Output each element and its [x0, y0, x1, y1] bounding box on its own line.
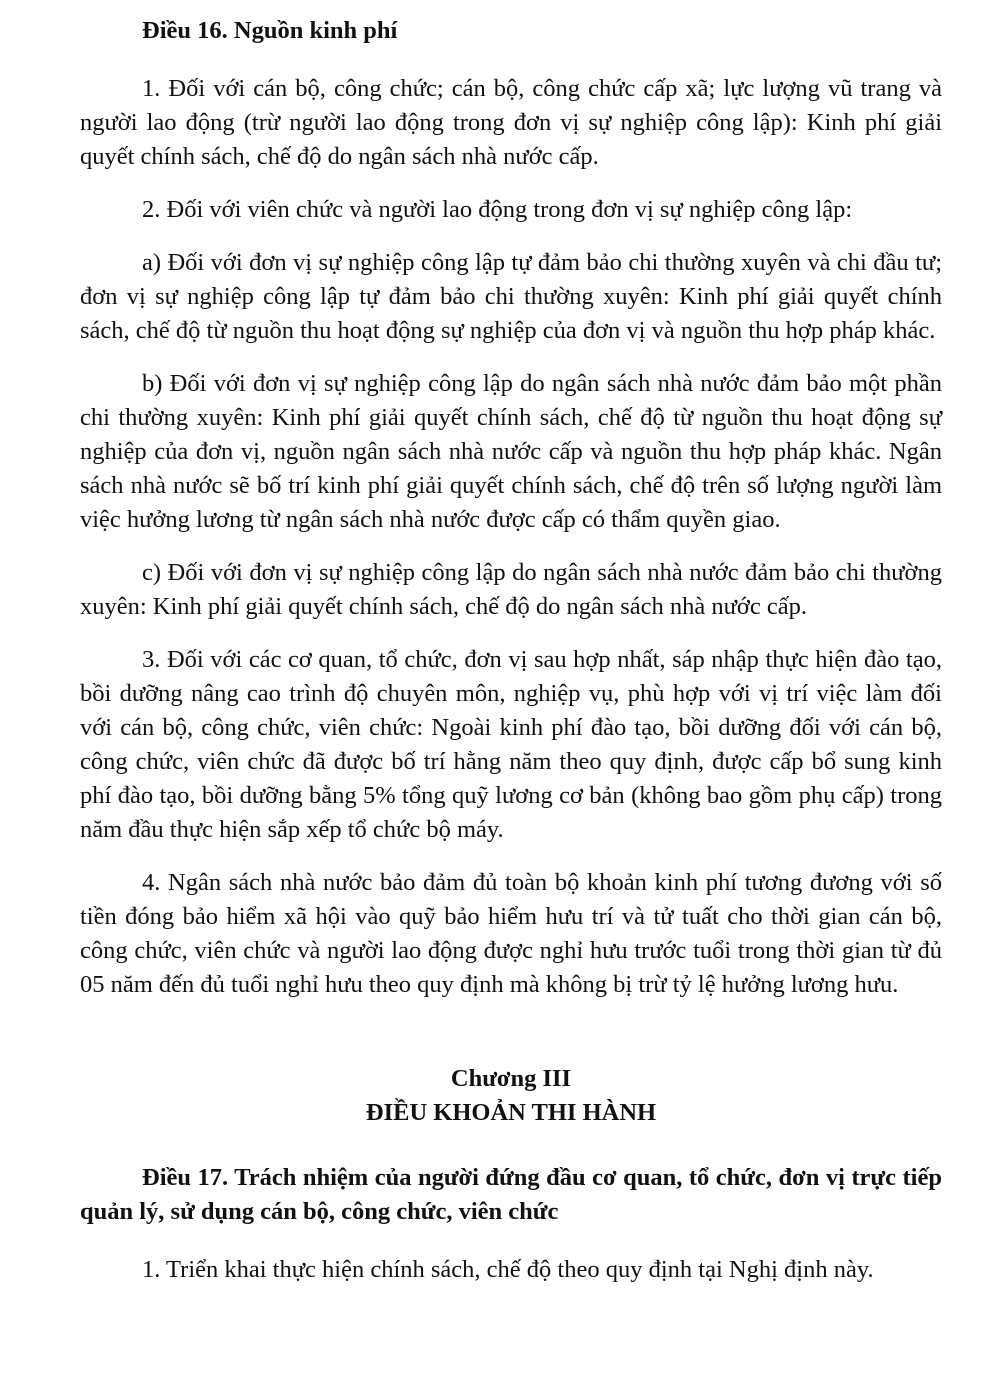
article-16-clause-2c: c) Đối với đơn vị sự nghiệp công lập do ngân sách nhà nước đảm bảo chi thường xuyên: Kinh phí giải quyết chính sách, chế độ do ngân sách nhà nước cấp. [80, 559, 942, 620]
article-16-clause-2: 2. Đối với viên chức và người lao động trong đơn vị sự nghiệp công lập: [142, 196, 853, 223]
article-16-clause-3: 3. Đối với các cơ quan, tổ chức, đơn vị sau hợp nhất, sáp nhập thực hiện đào tạo, bồi dưỡng nâng cao trình độ chuyên môn, nghiệp vụ, phù hợp với vị trí việc làm đối với cán bộ, công chức, viên chức: Ngoài kinh phí đào tạo, bồi dưỡng đối với cán bộ, công chức, viên chức đã được bố trí hằng năm theo quy định, được cấp bổ sung kinh phí đào tạo, bồi dưỡng bằng 5% tổng quỹ lương cơ bản (không bao gồm phụ cấp) trong năm đầu thực hiện sắp xếp tổ chức bộ máy. [80, 646, 942, 843]
article-16-clause-2a: a) Đối với đơn vị sự nghiệp công lập tự đảm bảo chi thường xuyên và chi đầu tư; đơn vị sự nghiệp công lập tự đảm bảo chi thường xuyên: Kinh phí giải quyết chính sách, chế độ từ nguồn thu hoạt động sự nghiệp của đơn vị và nguồn thu hợp pháp khác. [80, 249, 942, 344]
article-16-clause-2b: b) Đối với đơn vị sự nghiệp công lập do ngân sách nhà nước đảm bảo một phần chi thường xuyên: Kinh phí giải quyết chính sách, chế độ từ nguồn thu hoạt động sự nghiệp của đơn vị, nguồn ngân sách nhà nước cấp và nguồn thu hợp pháp khác. Ngân sách nhà nước sẽ bố trí kinh phí giải quyết chính sách, chế độ trên số lượng người làm việc hưởng lương từ ngân sách nhà nước được cấp có thẩm quyền giao. [80, 370, 942, 533]
chapter-title: ĐIỀU KHOẢN THI HÀNH [365, 1099, 657, 1126]
chapter-label: Chương III [450, 1065, 572, 1092]
article-17-heading: Điều 17. Trách nhiệm của người đứng đầu cơ quan, tổ chức, đơn vị trực tiếp quản lý, sử dụng cán bộ, công chức, viên chức [80, 1164, 942, 1225]
article-16-heading: Điều 16. Nguồn kinh phí [142, 17, 398, 44]
article-16-clause-4: 4. Ngân sách nhà nước bảo đảm đủ toàn bộ khoản kinh phí tương đương với số tiền đóng bảo hiểm xã hội vào quỹ bảo hiểm hưu trí và tử tuất cho thời gian cán bộ, công chức, viên chức và người lao động được nghỉ hưu trước tuổi trong thời gian từ đủ 05 năm đến đủ tuổi nghỉ hưu theo quy định mà không bị trừ tỷ lệ hưởng lương hưu. [80, 869, 942, 998]
article-17-clause-1: 1. Triển khai thực hiện chính sách, chế độ theo quy định tại Nghị định này. [142, 1256, 874, 1283]
article-16-clause-1: 1. Đối với cán bộ, công chức; cán bộ, công chức cấp xã; lực lượng vũ trang và người lao động (trừ người lao động trong đơn vị sự nghiệp công lập): Kinh phí giải quyết chính sách, chế độ do ngân sách nhà nước cấp. [80, 75, 942, 170]
chapter-heading [80, 1062, 942, 1130]
